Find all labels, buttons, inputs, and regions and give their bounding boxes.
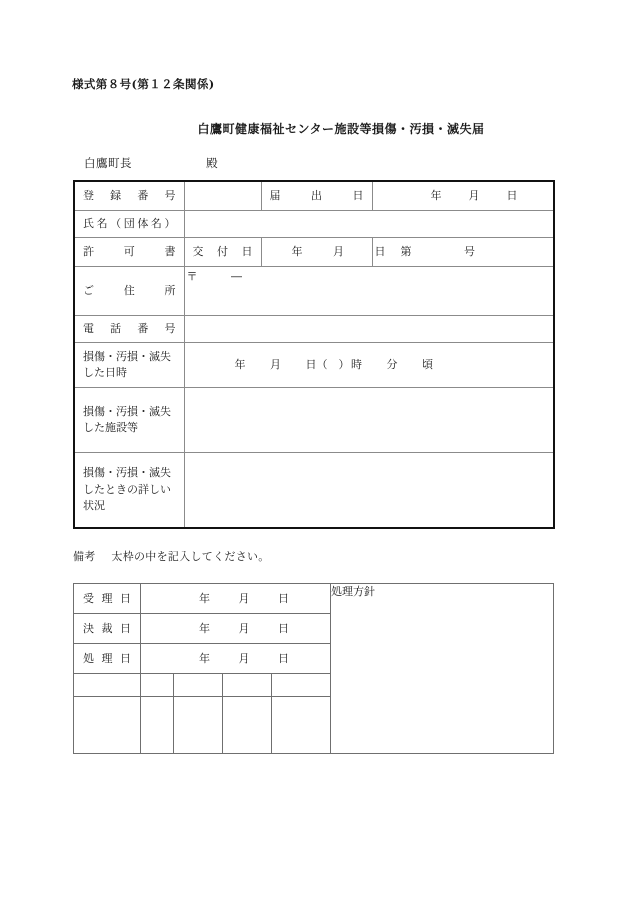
incident-datetime-label-line1: 損傷・汚損・滅失 (83, 349, 171, 363)
incident-datetime-input[interactable] (184, 343, 554, 388)
addressee-honorific: 殿 (206, 156, 219, 170)
details-label-line3: 状況 (83, 499, 105, 513)
facility-label-line2: した施設等 (83, 421, 138, 434)
submission-date-day: 日 (506, 188, 518, 202)
processing-date-year: 年 (199, 651, 210, 665)
details-input[interactable] (184, 453, 554, 529)
submission-date-label: 届出日 (261, 181, 372, 211)
processing-date-input[interactable] (141, 644, 331, 674)
incident-day: 日（ ） (305, 357, 350, 371)
facility-label (74, 388, 184, 453)
permit-number-input[interactable] (372, 238, 554, 267)
approval-date-year: 年 (199, 621, 210, 635)
table-row-registration (74, 181, 554, 211)
processing-policy-label: 処理方針 (331, 585, 375, 598)
document-title: 白鷹町健康福祉センター施設等損傷・汚損・滅失届 (197, 122, 485, 136)
permit-number-prefix: 第 (400, 244, 412, 258)
receipt-date-year: 年 (199, 591, 210, 605)
approval-date-label: 決裁日 (74, 614, 141, 644)
approval-date-input[interactable] (141, 614, 331, 644)
submission-date-year: 年 (430, 188, 442, 202)
stamp-cell[interactable] (272, 697, 331, 754)
note (73, 548, 270, 564)
main-form-table (73, 180, 555, 529)
incident-month: 月 (270, 357, 281, 371)
stamp-cell[interactable] (174, 697, 223, 754)
issue-date-label: 交付日 (184, 238, 261, 267)
processing-date-month: 月 (238, 651, 250, 665)
incident-datetime-label-line2: した日時 (83, 366, 127, 379)
processing-date-label: 処理日 (74, 644, 141, 674)
table-row-name (74, 211, 554, 238)
receipt-date-day: 日 (278, 591, 289, 605)
details-label-line1: 損傷・汚損・滅失 (83, 466, 171, 480)
facility-input[interactable] (184, 388, 554, 453)
note-body: 太枠の中を記入してください。 (111, 550, 270, 563)
stamp-cell[interactable] (141, 697, 174, 754)
incident-minute: 分 (386, 357, 398, 371)
submission-date-month: 月 (468, 188, 480, 202)
phone-input[interactable] (184, 316, 554, 343)
table-row-address (74, 267, 554, 316)
name-input[interactable] (184, 211, 554, 238)
table-row-phone (74, 316, 554, 343)
receipt-date-label: 受理日 (74, 584, 141, 614)
receipt-date-month: 月 (238, 591, 250, 605)
permit-label: 許可書 (74, 238, 184, 267)
registration-number-input[interactable] (184, 181, 261, 211)
permit-number-suffix: 号 (464, 244, 475, 258)
table-row-facility (74, 388, 554, 453)
stamp-cell[interactable] (174, 674, 223, 697)
office-use-table (73, 583, 554, 754)
addressee (84, 155, 218, 171)
address-input[interactable] (184, 267, 554, 316)
addressee-name: 白鷹町長 (84, 156, 132, 170)
name-label: 氏名（団体名） (74, 211, 184, 238)
details-label-line2: したときの詳しい (83, 482, 171, 496)
table-row-permit (74, 238, 554, 267)
postal-mark-icon: 〒 (186, 270, 198, 283)
stamp-cell[interactable] (74, 674, 141, 697)
receipt-date-input[interactable] (141, 584, 331, 614)
issue-date-input[interactable] (261, 238, 372, 267)
stamp-cell[interactable] (272, 674, 331, 697)
submission-date-input[interactable] (372, 181, 554, 211)
stamp-cell[interactable] (141, 674, 174, 697)
incident-datetime-label (74, 343, 184, 388)
registration-number-label: 登録番号 (74, 181, 184, 211)
table-row-incident-datetime (74, 343, 554, 388)
form-code: 様式第８号(第１２条関係) (72, 77, 215, 91)
stamp-cell[interactable] (74, 697, 141, 754)
note-prefix: 備考 (73, 550, 96, 563)
approval-date-day: 日 (278, 621, 289, 635)
issue-date-month: 月 (333, 244, 344, 258)
incident-year: 年 (234, 357, 246, 371)
table-row-details (74, 453, 554, 529)
postal-dash: ― (231, 270, 242, 283)
processing-policy-input[interactable] (331, 584, 554, 754)
stamp-cell[interactable] (223, 697, 272, 754)
office-row-receipt (74, 584, 554, 614)
phone-label: 電話番号 (74, 316, 184, 343)
address-label: ご住所 (74, 267, 184, 316)
stamp-cell[interactable] (223, 674, 272, 697)
details-label (74, 453, 184, 529)
incident-hour: 時 (351, 357, 362, 371)
facility-label-line1: 損傷・汚損・滅失 (83, 404, 171, 418)
approval-date-month: 月 (238, 621, 250, 635)
issue-date-year: 年 (291, 244, 303, 258)
processing-date-day: 日 (278, 651, 289, 665)
incident-approx: 頃 (422, 357, 433, 371)
